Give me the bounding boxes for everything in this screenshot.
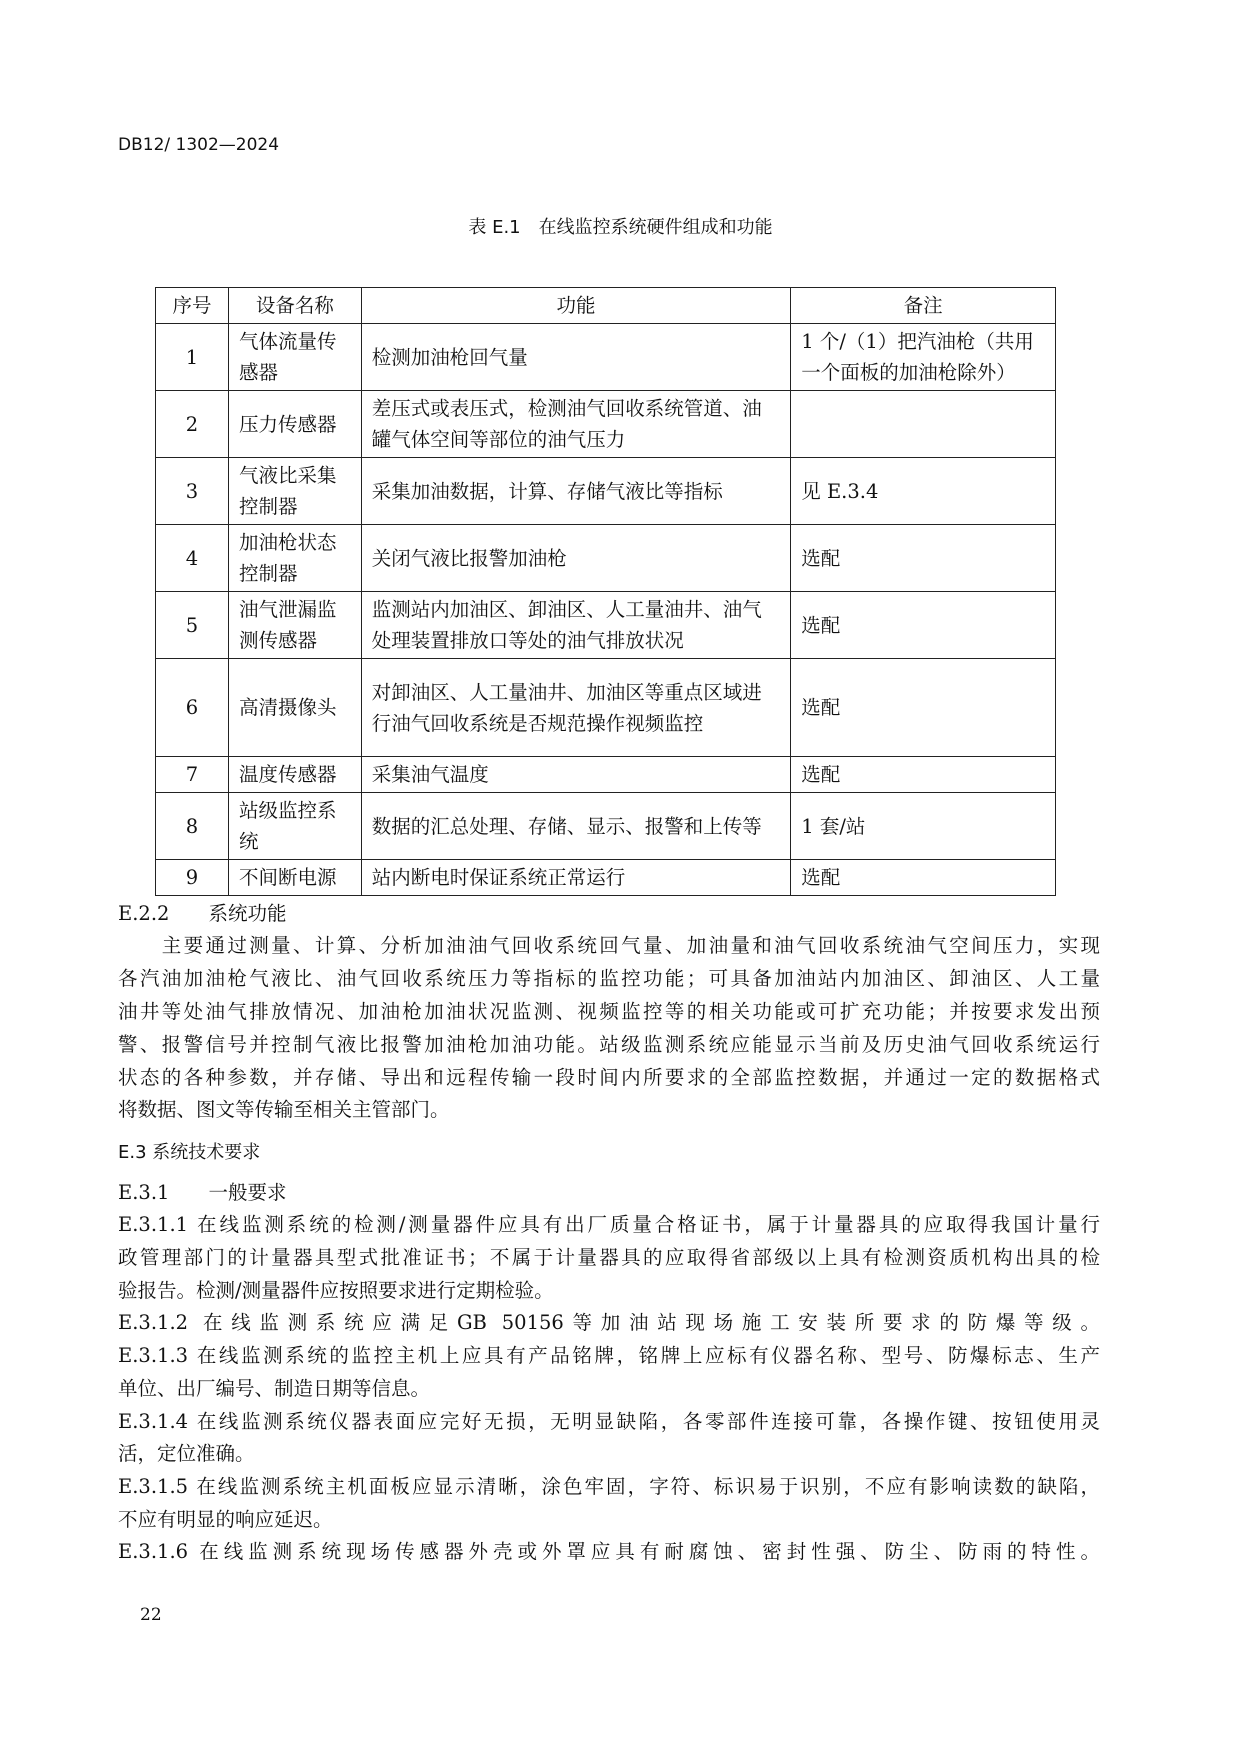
device-function: 数据的汇总处理、存储、显示、报警和上传等 xyxy=(361,793,790,860)
clause-text: 活，定位准确。 xyxy=(118,1442,255,1465)
device-function: 差压式或表压式，检测油气回收系统管道、油罐气体空间等部位的油气压力 xyxy=(361,391,790,458)
row-number: 5 xyxy=(156,592,229,659)
table-row xyxy=(156,793,1056,860)
device-function: 站内断电时保证系统正常运行 xyxy=(361,860,790,896)
table-row xyxy=(156,757,1056,793)
device-note: 选配 xyxy=(791,860,1056,896)
device-name: 温度传感器 xyxy=(228,757,361,793)
device-note: 选配 xyxy=(791,592,1056,659)
para: 油井等处油气排放情况、加油枪加油状况监测、视频监控等的相关功能或可扩充功能；并按要求发出预 xyxy=(118,1000,1100,1023)
document-header: DB12/ 1302—2024 xyxy=(118,135,280,155)
table-row xyxy=(156,860,1056,896)
device-name: 高清摄像头 xyxy=(228,659,361,757)
row-number: 7 xyxy=(156,757,229,793)
device-function: 采集油气温度 xyxy=(361,757,790,793)
table-row xyxy=(156,324,1056,391)
device-note: 1 套/站 xyxy=(791,793,1056,860)
para: 各汽油加油枪气液比、油气回收系统压力等指标的监控功能；可具备加油站内加油区、卸油区、人工量 xyxy=(118,967,1100,990)
table-row xyxy=(156,659,1056,757)
device-note xyxy=(791,391,1056,458)
para: 警、报警信号并控制气液比报警加油枪加油功能。站级监测系统应能显示当前及历史油气回收系统运行 xyxy=(118,1033,1100,1056)
clause-text: 政管理部门的计量器具型式批准证书；不属于计量器具的应取得省部级以上具有检测资质机构出具的检 xyxy=(118,1246,1100,1269)
table-header-row xyxy=(156,288,1056,324)
clause-e-3-1-4: E.3.1.4 在线监测系统仪器表面应完好无损，无明显缺陷，各零部件连接可靠，各操作键、按钮使用灵 xyxy=(118,1410,1100,1433)
row-number: 2 xyxy=(156,391,229,458)
device-function: 检测加油枪回气量 xyxy=(361,324,790,391)
device-note: 见 E.3.4 xyxy=(791,458,1056,525)
device-name: 气体流量传感器 xyxy=(228,324,361,391)
row-number: 8 xyxy=(156,793,229,860)
device-name: 站级监控系统 xyxy=(228,793,361,860)
header-note: 备注 xyxy=(791,288,1056,324)
clause-text: 验报告。检测/测量器件应按照要求进行定期检验。 xyxy=(118,1279,554,1302)
row-number: 1 xyxy=(156,324,229,391)
device-name: 加油枪状态控制器 xyxy=(228,525,361,592)
row-number: 3 xyxy=(156,458,229,525)
device-function: 对卸油区、人工量油井、加油区等重点区域进行油气回收系统是否规范操作视频监控 xyxy=(361,659,790,757)
table-row xyxy=(156,592,1056,659)
device-note: 选配 xyxy=(791,757,1056,793)
table-row xyxy=(156,391,1056,458)
clause-e-3-1-2: E.3.1.2 在线监测系统应满足GB 50156等加油站现场施工安装所要求的防爆等级。 xyxy=(118,1311,1100,1334)
para: 将数据、图文等传输至相关主管部门。 xyxy=(118,1098,450,1121)
header-name: 设备名称 xyxy=(228,288,361,324)
para: 状态的各种参数，并存储、导出和远程传输一段时间内所要求的全部监控数据，并通过一定的数据格式 xyxy=(118,1066,1100,1089)
clause-e-3-1-6: E.3.1.6 在线监测系统现场传感器外壳或外罩应具有耐腐蚀、密封性强、防尘、防雨的特性。 xyxy=(118,1540,1100,1563)
page-number: 22 xyxy=(140,1605,162,1625)
row-number: 9 xyxy=(156,860,229,896)
device-note: 选配 xyxy=(791,525,1056,592)
hardware-table xyxy=(155,287,1056,896)
para: 主要通过测量、计算、分析加油油气回收系统回气量、加油量和油气回收系统油气空间压力，实现 xyxy=(118,934,1100,957)
device-name: 气液比采集控制器 xyxy=(228,458,361,525)
row-number: 6 xyxy=(156,659,229,757)
clause-text: 单位、出厂编号、制造日期等信息。 xyxy=(118,1377,431,1400)
section-e-3-1: E.3.1 一般要求 xyxy=(118,1181,287,1204)
header-no: 序号 xyxy=(156,288,229,324)
clause-e-3-1-3: E.3.1.3 在线监测系统的监控主机上应具有产品铭牌，铭牌上应标有仪器名称、型号、防爆标志、生产 xyxy=(118,1344,1100,1367)
table-row xyxy=(156,458,1056,525)
section-e-3: E.3 系统技术要求 xyxy=(118,1142,261,1163)
device-function: 监测站内加油区、卸油区、人工量油井、油气处理装置排放口等处的油气排放状况 xyxy=(361,592,790,659)
clause-e-3-1-5: E.3.1.5 在线监测系统主机面板应显示清晰，涂色牢固，字符、标识易于识别，不应有影响读数的缺陷， xyxy=(118,1475,1100,1498)
device-note: 1 个/（1）把汽油枪（共用一个面板的加油枪除外） xyxy=(791,324,1056,391)
device-name: 压力传感器 xyxy=(228,391,361,458)
device-name: 油气泄漏监测传感器 xyxy=(228,592,361,659)
table-row xyxy=(156,525,1056,592)
clause-e-3-1-1: E.3.1.1 在线监测系统的检测/测量器件应具有出厂质量合格证书，属于计量器具的应取得我国计量行 xyxy=(118,1213,1100,1236)
clause-text: 不应有明显的响应延迟。 xyxy=(118,1508,333,1531)
device-name: 不间断电源 xyxy=(228,860,361,896)
device-function: 采集加油数据，计算、存储气液比等指标 xyxy=(361,458,790,525)
header-function: 功能 xyxy=(361,288,790,324)
device-function: 关闭气液比报警加油枪 xyxy=(361,525,790,592)
section-e-2-2: E.2.2 系统功能 xyxy=(118,902,287,925)
row-number: 4 xyxy=(156,525,229,592)
device-note: 选配 xyxy=(791,659,1056,757)
table-caption: 表 E.1 在线监控系统硬件组成和功能 xyxy=(468,217,773,238)
